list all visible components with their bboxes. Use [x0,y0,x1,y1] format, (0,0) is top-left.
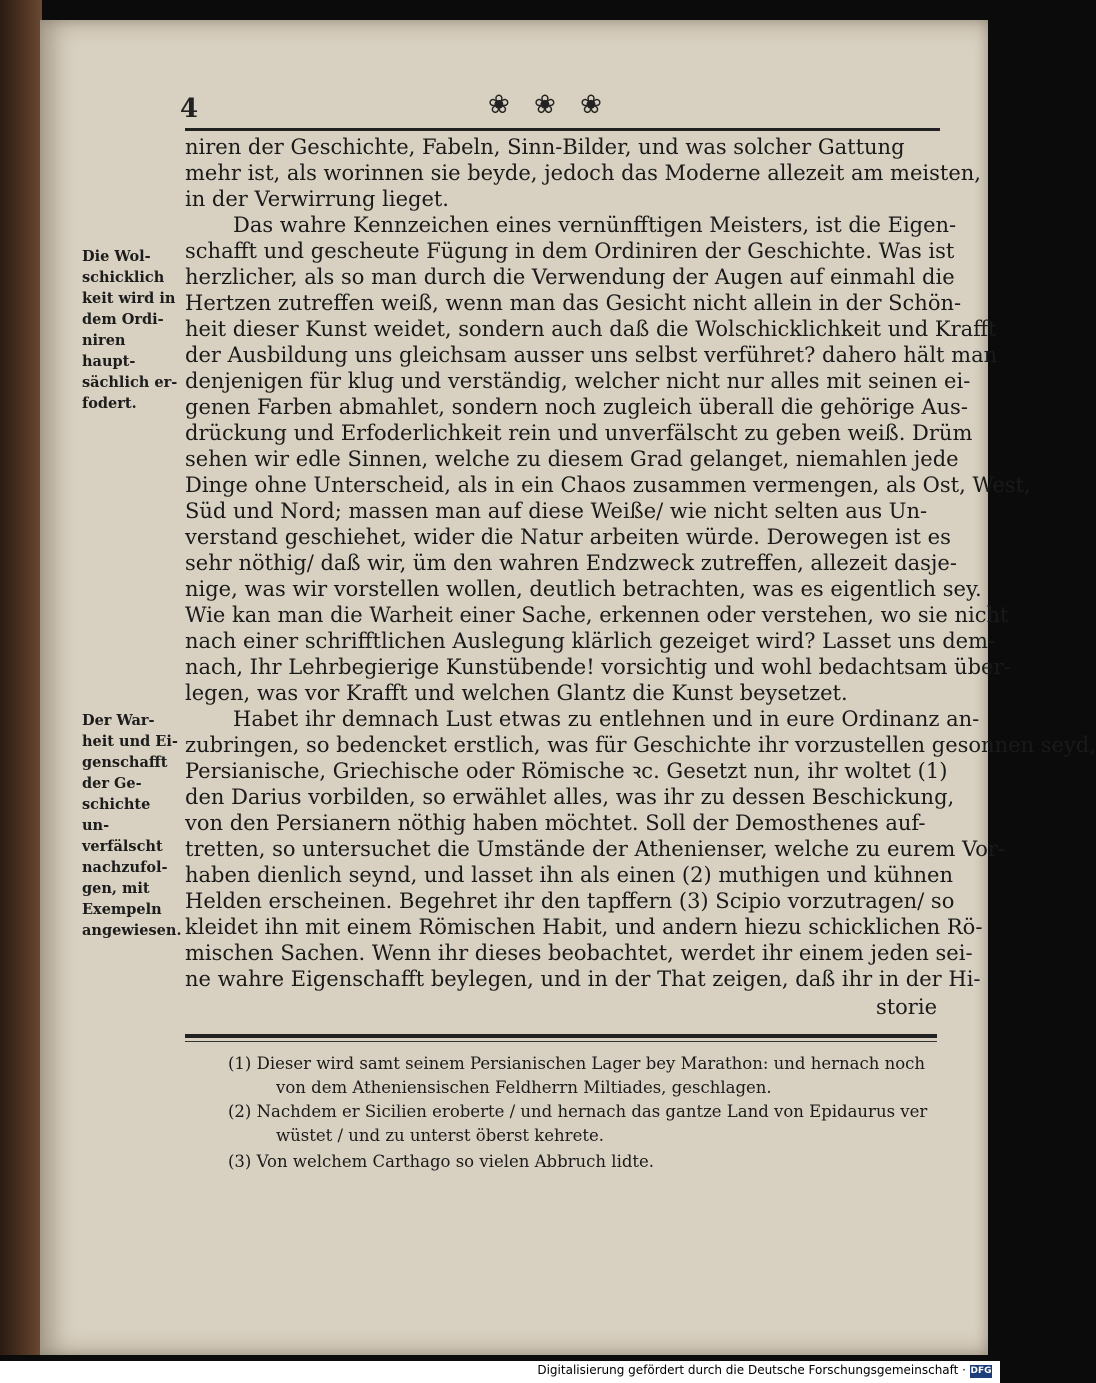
body-line: niren der Geschichte, Fabeln, Sinn-Bilder, und was solcher Gattung [185,135,905,159]
body-line: herzlicher, als so man durch die Verwendung der Augen auf einmahl die [185,265,955,289]
body-line: Süd und Nord; massen man auf diese Weiße/ wie nicht selten aus Un- [185,499,928,523]
body-line: nach, Ihr Lehrbegierige Kunstübende! vorsichtig und wohl bedachtsam über- [185,655,1011,679]
footnote-line: (3) Von welchem Carthago so vielen Abbruch lidte. [228,1152,655,1171]
body-line: von den Persianern nöthig haben möchtet. Soll der Demosthenes auf- [185,811,926,835]
body-line: nige, was wir vorstellen wollen, deutlich betrachten, was es eigentlich sey. [185,577,982,601]
body-line: heit dieser Kunst weidet, sondern auch daß die Wolschicklichkeit und Krafft [185,317,997,341]
body-line: sehen wir edle Sinnen, welche zu diesem Grad gelanget, niemahlen jede [185,447,959,471]
body-line: verstand geschiehet, wider die Natur arbeiten würde. Derowegen ist es [185,525,951,549]
footnote-rule-thin [185,1041,937,1042]
body-line: zubringen, so bedencket erstlich, was für Geschichte ihr vorzustellen gesonnen seyd, [185,733,1096,757]
body-line: den Darius vorbilden, so erwählet alles, was ihr zu dessen Beschickung, [185,785,955,809]
catchword: storie [875,995,937,1019]
body-line: legen, was vor Krafft und welchen Glantz die Kunst beysetzet. [185,681,848,705]
footnote-line: wüstet / und zu unterst öberst kehrete. [276,1126,604,1145]
dfg-logo: DFG [970,1366,992,1376]
body-line: der Ausbildung uns gleichsam ausser uns selbst verführet? dahero hält man [185,343,998,367]
body-line: tretten, so untersuchet die Umstände der Athenienser, welche zu eurem Vor- [185,837,1005,861]
body-line: Dinge ohne Unterscheid, als in ein Chaos zusammen vermengen, als Ost, West, [185,473,1031,497]
body-line: Wie kan man die Warheit einer Sache, erkennen oder verstehen, wo sie nicht [185,603,1009,627]
footnote-line: von dem Atheniensischen Feldherrn Miltiades, geschlagen. [276,1078,772,1097]
book-spine [0,0,42,1355]
body-line: haben dienlich seynd, und lasset ihn als einen (2) muthigen und kühnen [185,863,953,887]
footnote-line: (1) Dieser wird samt seinem Persianischen Lager bey Marathon: und hernach noch [228,1054,926,1073]
body-line: sehr nöthig/ daß wir, üm den wahren Endzweck zutreffen, allezeit dasje- [185,551,957,575]
body-line: mischen Sachen. Wenn ihr dieses beobachtet, werdet ihr einem jeden sei- [185,941,973,965]
body-line: genen Farben abmahlet, sondern noch zugleich überall die gehörige Aus- [185,395,968,419]
body-line: ne wahre Eigenschafft beylegen, und in der That zeigen, daß ihr in der Hi- [185,967,981,991]
body-line: denjenigen für klug und verständig, welcher nicht nur alles mit seinen ei- [185,369,971,393]
body-line: schafft und gescheute Fügung in dem Ordiniren der Geschichte. Was ist [185,239,955,263]
body-line: Habet ihr demnach Lust etwas zu entlehnen und in eure Ordinanz an- [233,707,980,731]
body-line: Das wahre Kennzeichen eines vernünfftigen Meisters, ist die Eigen- [233,213,957,237]
body-line: in der Verwirrung lieget. [185,187,449,211]
body-line: Helden erscheinen. Begehret ihr den tapffern (3) Scipio vorzutragen/ so [185,889,955,913]
body-line: mehr ist, als worinnen sie beyde, jedoch das Moderne allezeit am meisten, [185,161,981,185]
footnote-line: (2) Nachdem er Sicilien eroberte / und hernach das gantze Land von Epidaurus ver [228,1102,928,1121]
header-ornament: ❀ ❀ ❀ [488,90,610,120]
body-line: Hertzen zutreffen weiß, wenn man das Gesicht nicht allein in der Schön- [185,291,962,315]
body-line: drückung und Erfoderlichkeit rein und unverfälscht zu geben weiß. Drüm [185,421,973,445]
footnote-rule [185,1034,937,1038]
margin-note-1: Die Wol- schicklich keit wird in dem Ordi- niren haupt- sächlich er- fodert. [82,248,178,412]
margin-note-2: Der War- heit und Ei- genschafft der Ge- schichte un- verfälscht nachzufol- gen, mit Exempeln angewiesen. [82,712,182,939]
header-rule [185,128,940,131]
body-line: kleidet ihn mit einem Römischen Habit, und andern hiezu schicklichen Rö- [185,915,983,939]
page-number: 4 [180,94,199,124]
body-line: Persianische, Griechische oder Römische ꝛc. Gesetzt nun, ihr woltet (1) [185,759,948,783]
funding-credit: Digitalisierung gefördert durch die Deutsche Forschungsgemeinschaft · [537,1363,966,1377]
body-line: nach einer schrifftlichen Auslegung klärlich gezeiget wird? Lasset uns dem- [185,629,996,653]
